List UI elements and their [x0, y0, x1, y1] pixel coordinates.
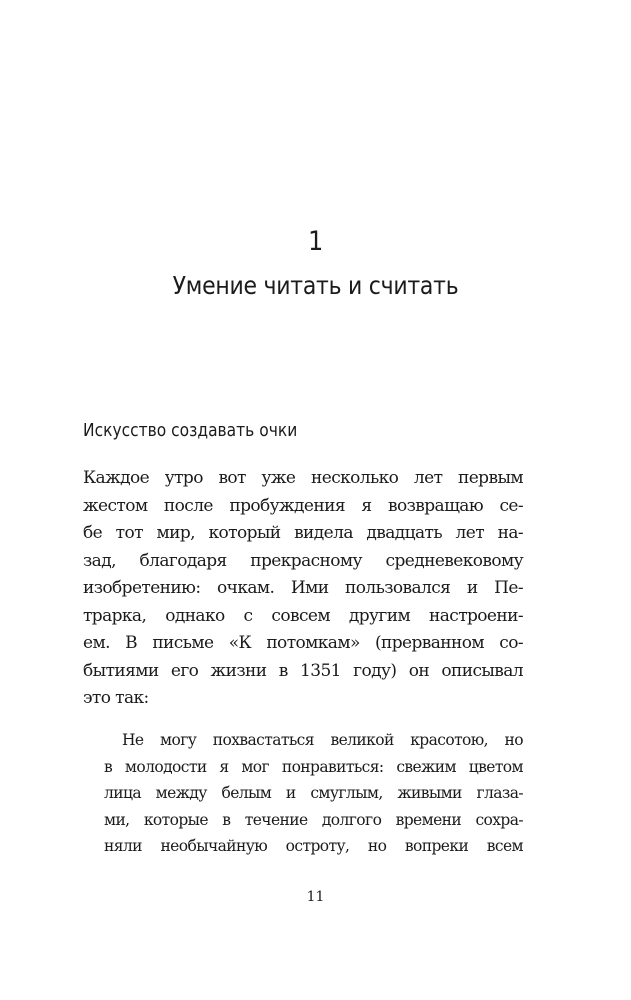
- chapter-number: 1: [308, 226, 323, 257]
- paragraph-line: ем. В письме «К потомкам» (прерванном со-: [83, 633, 523, 653]
- paragraph-line: зад, благодаря прекрасному средневековому: [83, 550, 523, 571]
- body-paragraph: [83, 465, 523, 713]
- quote-line: ми, которые в течение долгого времени сохра-: [104, 810, 523, 829]
- paragraph-line: это так:: [83, 688, 149, 708]
- block-quote: [104, 727, 523, 860]
- paragraph-line: изобретению: очкам. Ими пользовался и Пе-: [83, 578, 523, 598]
- paragraph-line: жестом после пробуждения я возвращаю се-: [83, 495, 523, 516]
- paragraph-line: трарка, однако с совсем другим настроени-: [83, 605, 523, 626]
- paragraph-line: бе тот мир, который видела двадцать лет на-: [83, 523, 523, 543]
- quote-line: лица между белым и смуглым, живыми глаза-: [104, 784, 523, 802]
- quote-line: в молодости я мог понравиться: свежим цветом: [104, 757, 523, 776]
- quote-line: няли необычайную остроту, но вопреки всем: [104, 837, 523, 855]
- paragraph-line: бытиями его жизни в 1351 году) он описывал: [83, 660, 523, 681]
- section-heading: Искусство создавать очки: [83, 420, 298, 441]
- chapter-title: Умение читать и считать: [172, 271, 459, 300]
- paragraph-line: Каждое утро вот уже несколько лет первым: [83, 468, 523, 488]
- quote-line: Не могу похвастаться великой красотою, но: [122, 731, 523, 749]
- page-number: 11: [306, 889, 325, 905]
